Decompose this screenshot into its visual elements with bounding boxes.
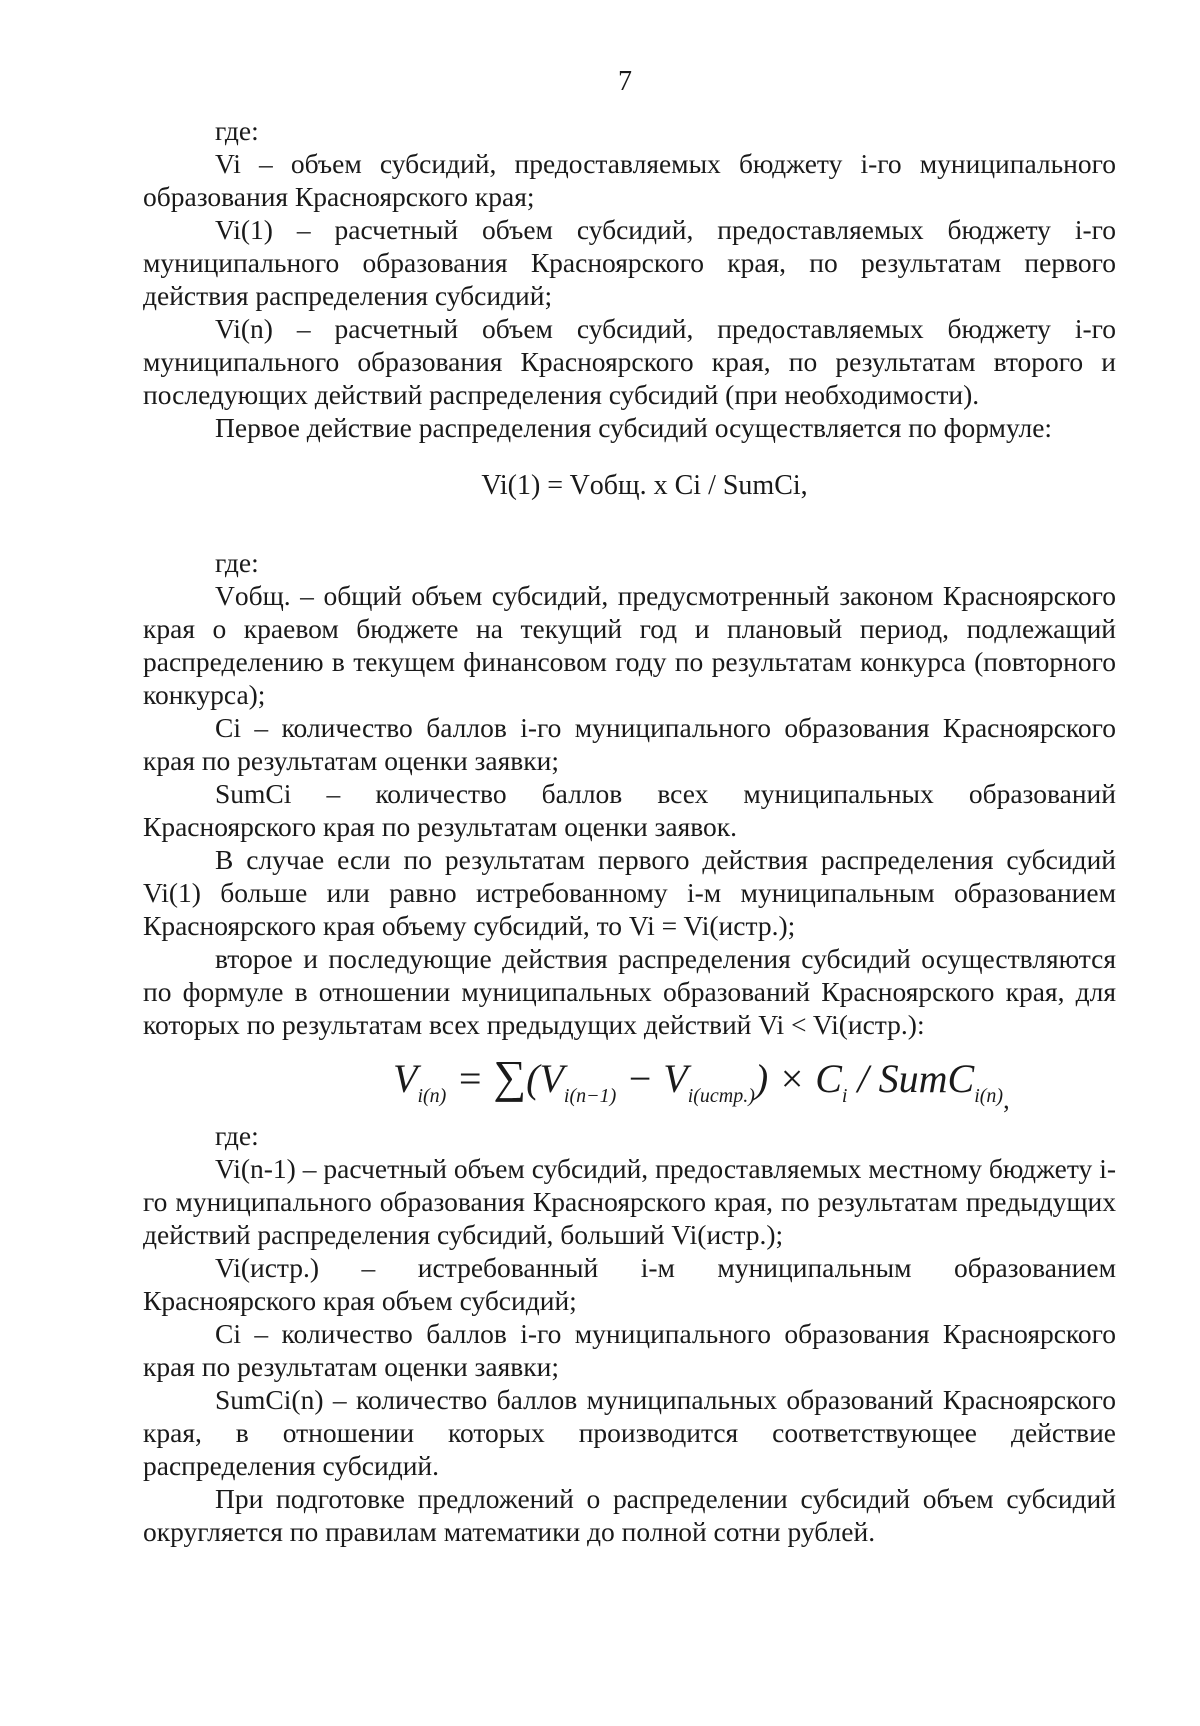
paragraph-vin1-definition: Vi(n-1) – расчетный объем субсидий, предоставляемых местному бюджету i-го муниципального образования Красноярского края, по результатам предыдущих действий распределения субсидий, больший Vi(истр.);: [143, 1153, 1116, 1250]
formula-equals: =: [446, 1056, 494, 1101]
formula-lhs: V: [393, 1056, 418, 1101]
formula-line: [393, 1051, 1010, 1126]
formula-c-sub: i: [841, 1085, 848, 1107]
paragraph-ci-definition: Ci – количество баллов i-го муниципального образования Красноярского края по результатам оценки заявки;: [143, 712, 1116, 776]
formula-sumc: SumC: [878, 1056, 975, 1101]
formula-comma: ,: [1003, 1085, 1010, 1114]
formula-times: ×: [768, 1056, 816, 1101]
paragraph-where-2: где:: [215, 547, 259, 578]
formula-sumc-sub: i(n): [974, 1085, 1004, 1107]
formula-term1-sub: i(n−1): [563, 1085, 617, 1107]
paragraph-vin-definition: Vi(n) – расчетный объем субсидий, предоставляемых бюджету i-го муниципального образования Красноярского края, по результатам второго и последующих действий распределения субсидий (при необходимости).: [143, 313, 1116, 410]
page-number: 7: [618, 66, 632, 97]
paragraph-where-3: где:: [215, 1120, 259, 1151]
paragraph-sumci-definition: SumCi – количество баллов всех муниципальных образований Красноярского края по результатам оценки заявок.: [143, 778, 1116, 842]
formula-term2: V: [663, 1056, 688, 1101]
paragraph-rounding: При подготовке предложений о распределении субсидий объем субсидий округляется по правилам математики до полной сотни рублей.: [143, 1483, 1116, 1547]
paragraph-ci-definition-2: Ci – количество баллов i-го муниципального образования Красноярского края по результатам оценки заявки;: [143, 1318, 1116, 1382]
formula-term2-sub: i(истр.): [687, 1085, 755, 1107]
paragraph-second-action: второе и последующие действия распределения субсидий осуществляются по формуле в отношении муниципальных образований Красноярского края, для которых по результатам всех предыдущих действий Vi < Vi(истр.):: [143, 943, 1116, 1040]
formula-open-paren: (: [526, 1056, 540, 1101]
formula-slash: /: [847, 1056, 879, 1101]
document-body: [143, 114, 1116, 1548]
paragraph-first-action: Первое действие распределения субсидий осуществляется по формуле:: [215, 412, 1053, 443]
paragraph-sumcin-definition: SumCi(n) – количество баллов муниципальных образований Красноярского края, в отношении которых производится соответствующее действие распределения субсидий.: [143, 1384, 1116, 1481]
formula-c: C: [815, 1056, 842, 1101]
formula-minus: −: [616, 1056, 664, 1101]
paragraph-vistr-definition: Vi(истр.) – истребованный i-м муниципальным образованием Красноярского края объем субсидий;: [143, 1252, 1116, 1316]
paragraph-case-condition: В случае если по результатам первого действия распределения субсидий Vi(1) больше или равно истребованному i-м муниципальным образованием Красноярского края объему субсидий, то Vi = Vi(истр.);: [143, 844, 1116, 941]
formula-term1: V: [539, 1056, 564, 1101]
paragraph-where-1: где:: [215, 115, 259, 146]
formula-close-paren: ): [754, 1056, 769, 1101]
paragraph-vtotal-definition: Vобщ. – общий объем субсидий, предусмотренный законом Красноярского края о краевом бюджете на текущий год и плановый период, подлежащий распределению в текущем финансовом году по результатам конкурса (повторного конкурса);: [143, 580, 1116, 710]
formula-first-action: Vi(1) = Vобщ. х Ci / SumCi,: [481, 470, 808, 501]
formula-subsequent-actions: [143, 1051, 1116, 1114]
paragraph-vi-definition: Vi – объем субсидий, предоставляемых бюджету i-го муниципального образования Красноярского края;: [143, 148, 1116, 212]
sum-symbol: ∑: [493, 1051, 527, 1102]
formula-lhs-sub: i(n): [417, 1085, 447, 1107]
paragraph-vi1-definition: Vi(1) – расчетный объем субсидий, предоставляемых бюджету i-го муниципального образования Красноярского края, по результатам первого действия распределения субсидий;: [143, 214, 1116, 311]
